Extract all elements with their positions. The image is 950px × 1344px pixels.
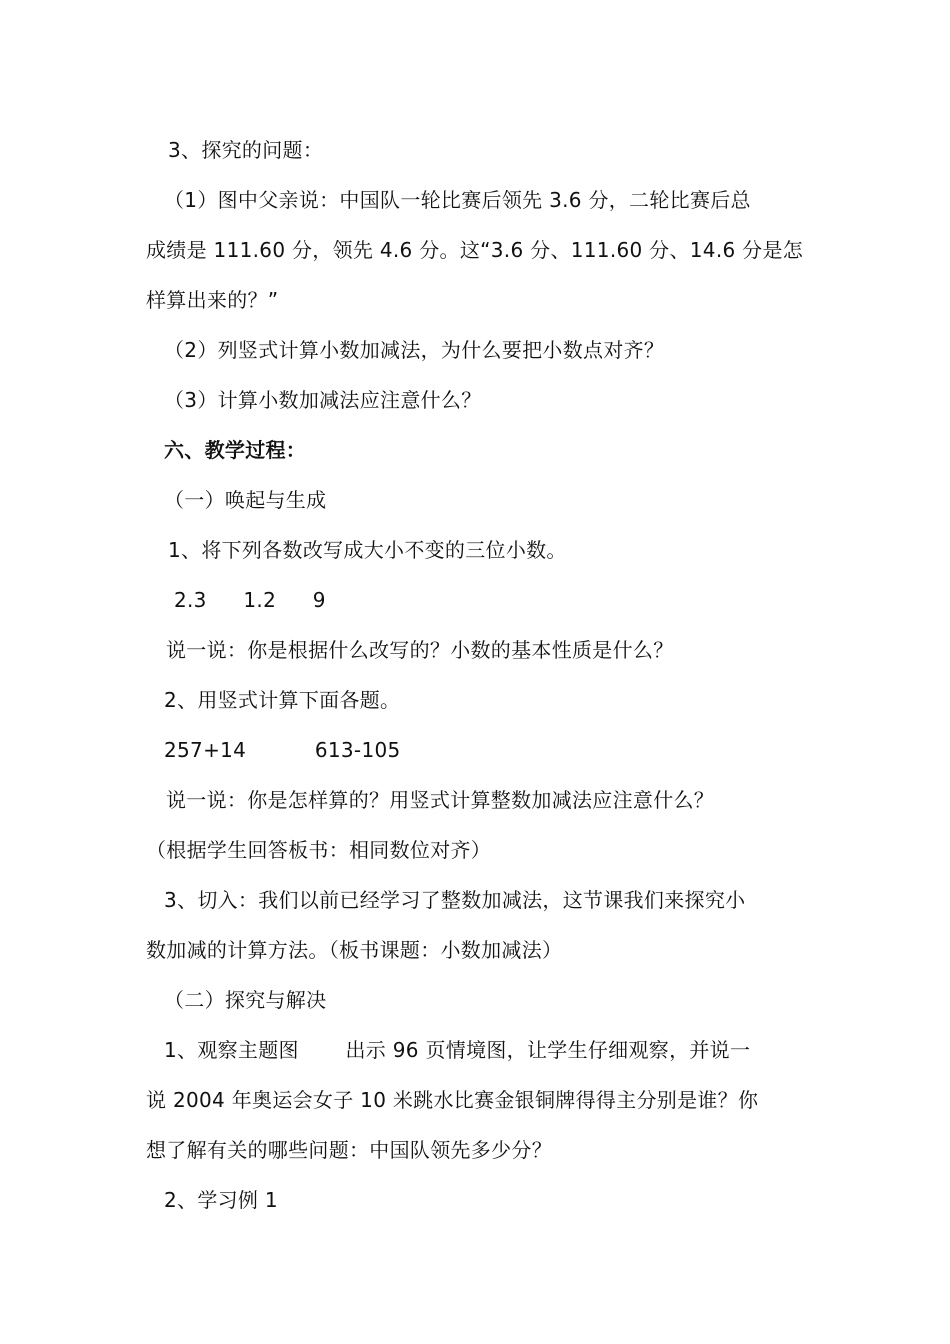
paragraph-line: （2）列竖式计算小数加减法，为什么要把小数点对齐？ bbox=[164, 338, 665, 362]
number-item: 9 bbox=[312, 588, 326, 612]
paragraph-line: 样算出来的？” bbox=[146, 288, 279, 312]
paragraph-line bbox=[164, 1036, 750, 1064]
number-item: 2.3 bbox=[174, 588, 207, 612]
paragraph-line-part: 出示 96 页情境图，让学生仔细观察，并说一 bbox=[345, 1038, 751, 1062]
paragraph-line: 1、将下列各数改写成大小不变的三位小数。 bbox=[168, 538, 567, 562]
paragraph-line: （根据学生回答板书：相同数位对齐） bbox=[146, 838, 492, 862]
paragraph-line: 2、学习例 1 bbox=[164, 1188, 278, 1212]
paragraph-line: 3、切入：我们以前已经学习了整数加减法，这节课我们来探究小 bbox=[164, 888, 746, 912]
paragraph-line: 想了解有关的哪些问题：中国队领先多少分？ bbox=[146, 1138, 552, 1162]
section-heading-teaching-process: 六、教学过程： bbox=[164, 438, 307, 462]
paragraph-line: 数加减的计算方法。（板书课题：小数加减法） bbox=[146, 938, 563, 962]
paragraph-line: 成绩是 111.60 分，领先 4.6 分。这“3.6 分、111.60 分、14.6 分是怎 bbox=[146, 238, 804, 262]
subsection-heading: （一）唤起与生成 bbox=[164, 488, 327, 512]
paragraph-line: 说一说：你是怎样算的？用竖式计算整数加减法应注意什么？ bbox=[166, 788, 715, 812]
subsection-heading: （二）探究与解决 bbox=[164, 988, 327, 1012]
expression-item: 613-105 bbox=[314, 738, 401, 762]
number-list bbox=[174, 586, 326, 614]
paragraph-line: 说 2004 年奥运会女子 10 米跳水比赛金银铜牌得得主分别是谁？你 bbox=[146, 1088, 759, 1112]
paragraph-line: （1）图中父亲说：中国队一轮比赛后领先 3.6 分，二轮比赛后总 bbox=[164, 188, 751, 212]
expression-item: 257+14 bbox=[164, 738, 247, 762]
expression-list bbox=[164, 736, 401, 764]
paragraph-line: 2、用竖式计算下面各题。 bbox=[164, 688, 401, 712]
number-item: 1.2 bbox=[243, 588, 277, 612]
paragraph-line: 说一说：你是根据什么改写的？小数的基本性质是什么？ bbox=[166, 638, 674, 662]
paragraph-line: （3）计算小数加减法应注意什么？ bbox=[164, 388, 482, 412]
section-heading-explore-questions: 3、探究的问题： bbox=[168, 138, 324, 162]
paragraph-line-part: 1、观察主题图 bbox=[164, 1038, 299, 1062]
